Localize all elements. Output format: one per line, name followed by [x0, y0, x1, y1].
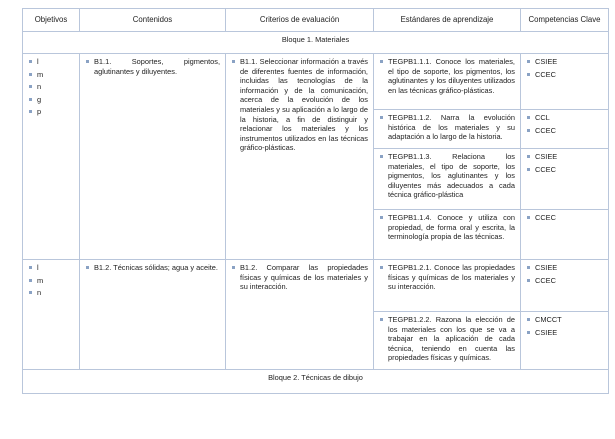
- estandar-cell: [374, 312, 521, 370]
- competencia-item: CCEC: [526, 70, 603, 80]
- objetivo-item: l: [28, 263, 74, 273]
- competencia-item: CSIEE: [526, 263, 603, 273]
- estandar-text: TEGPB1.1.2. Narra la evolución histórica de los materiales y su adaptación a lo largo de la historia.: [379, 113, 515, 142]
- competencia-item: CCEC: [526, 126, 603, 136]
- competencias-cell: [521, 110, 609, 149]
- competencia-item: CCEC: [526, 276, 603, 286]
- block-row: [23, 370, 609, 394]
- header-objetivos: Objetivos: [23, 9, 80, 32]
- estandar-cell: [374, 110, 521, 149]
- criterio-text: B1.1. Seleccionar información a través de diferentes fuentes de información, incluidas las tecnologías de la información y de la comunicación, acerca de la evolución de los materiales y su aplicación a lo largo de la historia, a fin de distinguir y relacionar los materiales y los instrumentos utilizados en las técnicas gráfico-plásticas.: [231, 57, 368, 153]
- competencias-cell: [521, 210, 609, 260]
- header-estandares: Estándares de aprendizaje: [374, 9, 521, 32]
- estandar-cell: [374, 260, 521, 312]
- header-competencias: Competencias Clave: [521, 9, 609, 32]
- objetivo-item: p: [28, 107, 74, 117]
- estandar-text: TEGPB1.1.3. Relaciona los materiales, el tipo de soporte, los pigmentos, los aglutinantes y los diluyentes más adecuados a cada técnica gráfico-plástica: [379, 152, 515, 200]
- contenido-cell: [80, 54, 226, 260]
- header-row: [23, 9, 609, 32]
- header-criterios: Criterios de evaluación: [226, 9, 374, 32]
- contenido-text: B1.2. Técnicas sólidas; agua y aceite.: [85, 263, 220, 273]
- competencias-cell: [521, 54, 609, 110]
- table-row: [23, 54, 609, 110]
- objetivo-item: m: [28, 70, 74, 80]
- estandar-cell: [374, 149, 521, 210]
- criterio-cell: [226, 54, 374, 260]
- competencia-item: CCEC: [526, 165, 603, 175]
- table-row: [23, 260, 609, 312]
- block-title-1: Bloque 1. Materiales: [23, 32, 609, 54]
- objetivo-item: l: [28, 57, 74, 67]
- estandar-text: TEGPB1.2.2. Razona la elección de los materiales con los que se va a trabajar en la aplicación de cada técnica, teniendo en cuenta las propiedades físicas y químicas.: [379, 315, 515, 363]
- objetivo-item: m: [28, 276, 74, 286]
- competencia-item: CCEC: [526, 213, 603, 223]
- competencia-item: CSIEE: [526, 57, 603, 67]
- objetivo-item: g: [28, 95, 74, 105]
- estandar-text: TEGPB1.2.1. Conoce las propiedades físicas y químicas de los materiales y su interacción.: [379, 263, 515, 292]
- competencias-cell: [521, 260, 609, 312]
- competencias-cell: [521, 149, 609, 210]
- estandar-text: TEGPB1.1.1. Conoce los materiales, el tipo de soporte, los pigmentos, los aglutinantes y los diluyentes utilizados en las técnicas gráfico-plásticas.: [379, 57, 515, 95]
- block-title-2: Bloque 2. Técnicas de dibujo: [23, 370, 609, 394]
- contenido-text: B1.1. Soportes, pigmentos, aglutinantes y diluyentes.: [85, 57, 220, 76]
- estandar-text: TEGPB1.1.4. Conoce y utiliza con propiedad, de forma oral y escrita, la terminología propia de las técnicas.: [379, 213, 515, 242]
- criterio-text: B1.2. Comparar las propiedades físicas y químicas de los materiales y su interacción.: [231, 263, 368, 292]
- objetivos-cell: [23, 260, 80, 370]
- competencia-item: CSIEE: [526, 152, 603, 162]
- objetivo-item: n: [28, 82, 74, 92]
- curriculum-table: [22, 8, 609, 394]
- competencia-item: CMCCT: [526, 315, 603, 325]
- block-row: [23, 32, 609, 54]
- criterio-cell: [226, 260, 374, 370]
- objetivos-cell: [23, 54, 80, 260]
- header-contenidos: Contenidos: [80, 9, 226, 32]
- contenido-cell: [80, 260, 226, 370]
- estandar-cell: [374, 210, 521, 260]
- competencia-item: CCL: [526, 113, 603, 123]
- competencia-item: CSIEE: [526, 328, 603, 338]
- estandar-cell: [374, 54, 521, 110]
- competencias-cell: [521, 312, 609, 370]
- objetivo-item: n: [28, 288, 74, 298]
